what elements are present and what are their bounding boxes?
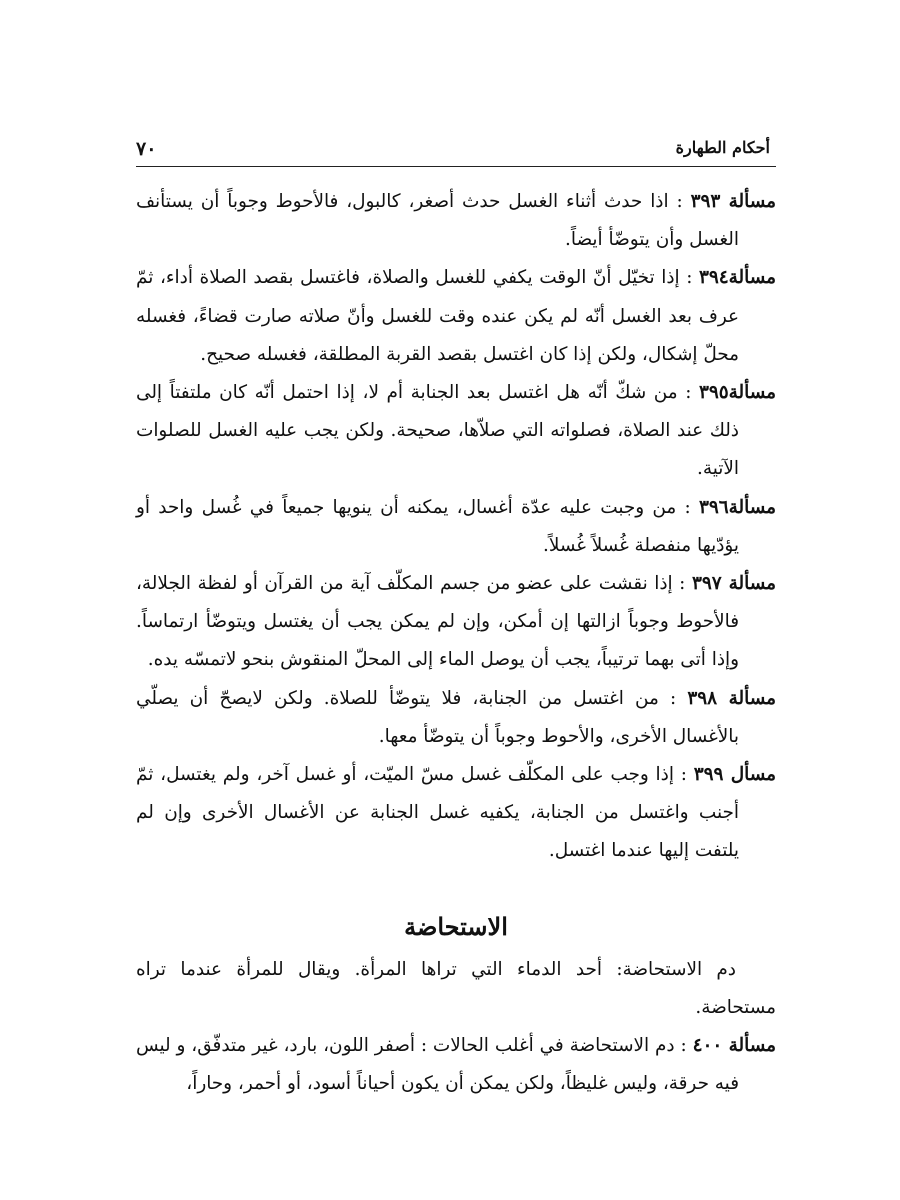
issue-text: : إذا تخيّل أنّ الوقت يكفي للغسل والصلاة، فاغتسل بقصد الصلاة أداء، ثمّ عرف بعد الغسل أنّه لم يكن عنده وقت للغسل وأنّ صلاته صارت قضاءً، فغسله محلّ إشكال، ولكن إذا كان اغتسل بقصد القربة المطلقة، فغسله صحيح. (136, 267, 739, 365)
section-definition: دم الاستحاضة: أحد الدماء التي تراها المرأة. ويقال للمرأة عندما تراه مستحاضة. (136, 958, 776, 1018)
issue-label: مسألة ٣٩٣ (690, 191, 776, 212)
book-page (136, 130, 776, 1200)
issue-text: : إذا وجب على المكلّف غسل مسّ الميّت، أو غسل آخر، ولم يغتسل، ثمّ أجنب واغتسل من الجنابة، يكفيه غسل الجنابة عن الأغسال الأخرى وإن لم يلتفت إليها عندما اغتسل. (136, 764, 739, 862)
running-title: أحكام الطهارة (675, 138, 770, 157)
issue-label: مسألة ٤٠٠ (692, 1035, 776, 1057)
section-title: الاستحاضة (404, 911, 508, 941)
issue-394 (136, 259, 776, 374)
issue-398 (136, 680, 776, 756)
issue-text: : من اغتسل من الجنابة، فلا يتوضّأ للصلاة. ولكن لايصحّ أن يصلّي بالأغسال الأخرى، والأحوط وجوباً أن يتوضّأ معها. (136, 687, 739, 747)
issue-text: : من وجبت عليه عدّة أغسال، يمكنه أن ينويها جميعاً في غُسل واحد أو يؤدّيها منفصلة غُسلاً غُسلاً. (136, 496, 739, 556)
issue-397 (136, 565, 776, 680)
issue-399 (136, 756, 776, 871)
page-body (136, 183, 776, 1103)
issue-label: مسأل ٣٩٩ (693, 764, 776, 786)
issue-400 (136, 1027, 776, 1103)
page-number: ٧٠ (136, 138, 157, 160)
page-header (136, 130, 776, 167)
issue-label: مسألة٣٩٥ (699, 382, 776, 404)
issue-label: مسألة ٣٩٨ (687, 687, 776, 709)
issue-395 (136, 374, 776, 489)
issue-text: : دم الاستحاضة في أغلب الحالات : أصفر اللون، بارد، غير متدفّق، و ليس فيه حرقة، وليس غليظاً، ولكن يمكن أن يكون أحياناً أسود، أو أحمر، وحاراً، (136, 1035, 739, 1095)
issue-label: مسألة٣٩٤ (699, 267, 776, 289)
issue-label: مسألة٣٩٦ (699, 496, 776, 518)
issue-393 (136, 183, 776, 259)
issue-text: : إذا نقشت على عضو من جسم المكلّف آية من القرآن أو لفظة الجلالة، فالأحوط وجوباً ازالتها إن أمكن، وإن لم يمكن يجب أن يغتسل ويتوضّأ ارتماساً. وإذا أتى بهما ترتيباً، يجب أن يوصل الماء إلى المحلّ المنقوش بنحو لاتمسّه يده. (136, 573, 739, 671)
issue-text: : اذا حدث أثناء الغسل حدث أصغر، كالبول، فالأحوط وجوباً أن يستأنف الغسل وأن يتوضّأ أيضاً. (136, 191, 739, 251)
issue-text: : من شكّ أنّه هل اغتسل بعد الجنابة أم لا، إذا احتمل أنّه كان ملتفتاً إلى ذلك عند الصلاة، فصلواته التي صلاّها، صحيحة. ولكن يجب عليه الغسل للصلوات الآتية. (136, 382, 739, 480)
issue-396 (136, 489, 776, 565)
issue-label: مسألة ٣٩٧ (691, 573, 777, 595)
